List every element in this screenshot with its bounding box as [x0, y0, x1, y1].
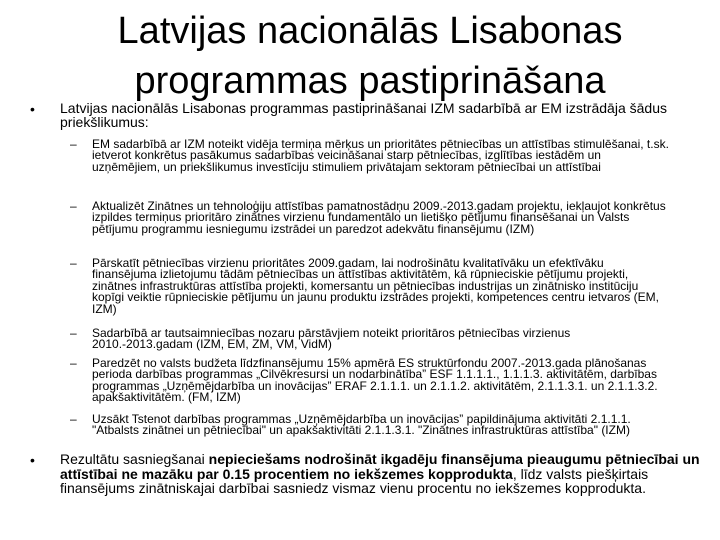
slide-title: Latvijas nacionālās Lisabonas programmas pastiprināšana [117, 10, 623, 102]
sub-item-5 [70, 358, 670, 414]
sub-item-2 [70, 201, 670, 258]
bullet-text-1: Latvijas nacionālās Lisabonas programmas pastiprināšanai IZM sadarbībā ar EM izstrādāja šādus priekšlikumus: [60, 100, 667, 130]
sub-item-text: Sadarbībā ar tautsaimniecības nozaru pārstāvjiem noteikt prioritāros pētniecības virzienus 2010.-2013.gadam (IZM, EM, ZM, VM, VidM) [92, 326, 571, 352]
dash-icon: – [70, 356, 77, 370]
dash-icon: – [70, 326, 77, 340]
sub-item-text: Pārskatīt pētniecības virzienu prioritātes 2009.gadam, lai nodrošinātu kvalitatīvāku un efektīvāku finansējuma izlietojumu tādām pētniecības un attīstības aktivitātēm, kā rūpnieciskie pētījumu projekti, zinātnes infrastruktūras attīstība projekti, komersantu un pētniecības industrijas un zinātnisko institūciju kopīgi veiktie rūpnieciskie pētījumu un jaunu produktu izstrādes projekti, kompetences centru ietvaros (EM, IZM) [92, 256, 659, 316]
dash-icon: – [70, 412, 77, 426]
bullet2-rest: , līdz valsts piešķirtais finansējums zinātniskajai darbībai sasniedz vismaz vienu procentu no iekšzemes kopprodukta. [60, 465, 649, 496]
sub-item-text: Aktualizēt Zinātnes un tehnoloģiju attīstības pamatnostādņu 2009.-2013.gadam projektu, iekļaujot konkrētus izpildes termiņus prioritāro zinātnes virzienu fundamentālo un lietišķo pētījumu finansēšanai un Valsts pētījumu programmu iesniegumu izstrādei un paredzot adekvātu finansējumu (IZM) [92, 199, 666, 236]
sub-item-3 [70, 258, 670, 328]
sub-item-text: EM sadarbībā ar IZM noteikt vidēja termiņa mērķus un prioritātes pētniecības un attīstības stimulēšanai, t.sk. ietverot konkrētus pasākumus sadarbības veicināšanai starp pētniecības, izglītības iestādēm un uzņēmējiem, un priekšlikumus investīciju stimuliem privātajam sektoram pētniecībai un attīstībai [92, 137, 669, 174]
bullet-dot-icon: • [30, 101, 35, 117]
sub-list [70, 139, 670, 456]
bullet-dot-icon: • [30, 452, 35, 468]
bullet2-intro: Rezultātu sasniegšanai [60, 451, 209, 467]
dash-icon: – [70, 199, 77, 213]
dash-icon: – [70, 137, 77, 151]
sub-item-4 [70, 328, 670, 358]
sub-item-6 [70, 414, 670, 456]
sub-item-1 [70, 139, 670, 201]
bullet2-bold: nepieciešams nodrošināt ikgadēju finansējuma pieaugumu pētniecībai un attīstībai ne mazāku par 0.15 procentiem no iekšzemes kopprodukta [60, 451, 700, 482]
bullet-text-2 [60, 452, 700, 496]
sub-item-text: Paredzēt no valsts budžeta līdzfinansējumu 15% apmērā ES struktūrfondu 2007.-2013.gada plānošanas perioda darbības programmas „Cilvēkresursi un nodarbinātība” ESF 1.1.1.1., 1.1.1.3. aktivitātēm, darbības programmas „Uzņēmējdarbība un inovācijas” ERAF 2.1.1.1. un 2.1.1.2. aktivitātēm, 2.1.1.3.1. un 2.1.1.3.2. apakšaktivitātēm. (FM, IZM) [92, 356, 658, 405]
sub-item-text: Uzsākt Tstenot darbības programmas „Uzņēmējdarbība un inovācijas” papildinājuma aktivitāti 2.1.1.1. "Atbalsts zinātnei un pētniecībai" un apakšaktivitāti 2.1.1.3.1. "Zinātnes infrastruktūras attīstība" (IZM) [92, 412, 631, 438]
dash-icon: – [70, 256, 77, 270]
